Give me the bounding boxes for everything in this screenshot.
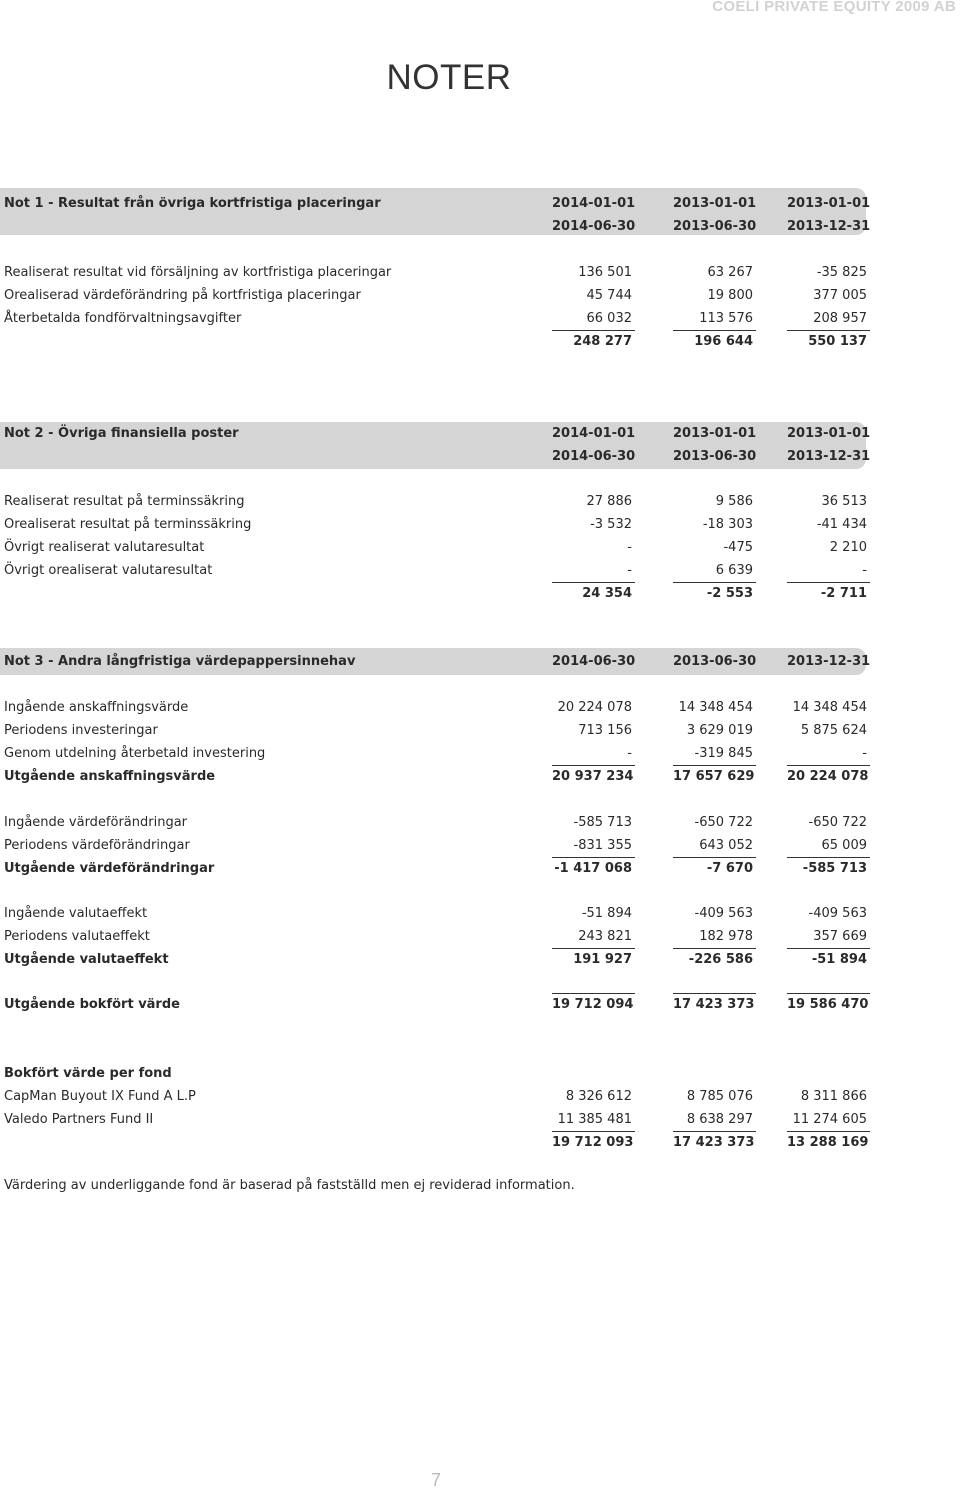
period-from: 2013-01-01 — [673, 426, 757, 441]
row-label: Återbetalda fondförvaltningsavgifter — [4, 311, 242, 326]
row-value: 643 052 — [673, 834, 753, 857]
table-row — [0, 559, 872, 582]
row-value: - — [787, 742, 867, 765]
row-label: Realiserat resultat vid försäljning av kortfristiga placeringar — [4, 265, 392, 280]
row-value: 8 326 612 — [565, 1089, 632, 1104]
note2-header-row — [0, 422, 872, 445]
table-row — [0, 902, 872, 925]
row-label: Periodens valutaeffekt — [4, 929, 150, 944]
row-value: 243 821 — [552, 925, 632, 948]
row-value: 66 032 — [552, 307, 632, 330]
row-value: 14 348 454 — [678, 700, 753, 715]
row-value: -831 355 — [552, 834, 632, 857]
row-value: -585 713 — [802, 861, 867, 876]
period-to: 2013-06-30 — [673, 219, 757, 234]
row-value: -3 532 — [590, 517, 632, 532]
row-label: Övrigt realiserat valutaresultat — [4, 540, 205, 555]
total-value: 248 277 — [573, 334, 632, 349]
row-value: 182 978 — [673, 925, 753, 948]
period-to: 2014-06-30 — [552, 219, 636, 234]
row-label: Realiserat resultat på terminssäkring — [4, 494, 245, 509]
table-row — [0, 719, 872, 742]
page-title: NOTER — [386, 58, 512, 97]
row-value: - — [552, 559, 632, 582]
subtotal-row — [0, 948, 872, 971]
row-value: -650 722 — [808, 815, 867, 830]
note1-header-row-2 — [0, 215, 872, 238]
row-value: 5 875 624 — [800, 723, 867, 738]
funds-heading — [0, 1062, 872, 1085]
note3-header-row — [0, 650, 872, 673]
row-value: - — [787, 559, 867, 582]
row-label: CapMan Buyout IX Fund A L.P — [4, 1089, 196, 1104]
note3-title: Not 3 - Andra långfristiga värdepappersinnehav — [4, 654, 356, 669]
total-value: -2 711 — [820, 586, 867, 601]
row-value: 713 156 — [578, 723, 632, 738]
total-value: 550 137 — [808, 334, 867, 349]
row-label: Periodens värdeförändringar — [4, 838, 190, 853]
row-value: -319 845 — [673, 742, 753, 765]
row-value: 2 210 — [829, 540, 867, 555]
period: 2014-06-30 — [552, 654, 636, 669]
row-label: Ingående anskaffningsvärde — [4, 700, 189, 715]
period-from: 2013-01-01 — [787, 426, 871, 441]
table-row — [0, 742, 872, 765]
period: 2013-12-31 — [787, 654, 871, 669]
row-label: Övrigt orealiserat valutaresultat — [4, 563, 213, 578]
note2-header-row-2 — [0, 445, 872, 468]
row-value: -51 894 — [811, 952, 867, 967]
row-value: 191 927 — [573, 952, 632, 967]
row-value: 11 274 605 — [787, 1108, 867, 1131]
table-row — [0, 925, 872, 948]
row-value: 14 348 454 — [792, 700, 867, 715]
row-value: 3 629 019 — [686, 723, 753, 738]
row-value: 19 586 470 — [787, 993, 867, 1016]
book-value-row — [0, 993, 872, 1016]
table-row — [0, 1085, 872, 1108]
table-row — [0, 284, 872, 307]
table-row — [0, 513, 872, 536]
total-row — [0, 1131, 872, 1154]
row-value: 19 712 094 — [552, 993, 632, 1016]
row-value: -475 — [723, 540, 753, 555]
row-value: 63 267 — [707, 265, 753, 280]
table-row — [0, 490, 872, 513]
total-row — [0, 330, 872, 353]
period-from: 2013-01-01 — [787, 196, 871, 211]
row-label: Utgående valutaeffekt — [4, 952, 169, 967]
total-row — [0, 582, 872, 605]
row-value: -18 303 — [702, 517, 753, 532]
period-from: 2014-01-01 — [552, 426, 636, 441]
table-row — [0, 834, 872, 857]
row-value: 113 576 — [673, 307, 753, 330]
row-value: 20 224 078 — [557, 700, 632, 715]
row-value: - — [627, 540, 632, 555]
row-value: -7 670 — [706, 861, 753, 876]
total-value: 19 712 093 — [552, 1135, 634, 1150]
table-row — [0, 261, 872, 284]
table-row — [0, 811, 872, 834]
row-value: -585 713 — [573, 815, 632, 830]
row-value: -35 825 — [816, 265, 867, 280]
row-label: Utgående värdeförändringar — [4, 861, 215, 876]
row-value: 27 886 — [586, 494, 632, 509]
page-number: 7 — [430, 1470, 441, 1490]
row-label: Genom utdelning återbetald investering — [4, 746, 266, 761]
row-value: -51 894 — [581, 906, 632, 921]
note1-header-row — [0, 192, 872, 215]
footnote: Värdering av underliggande fond är baserad på fastställd men ej reviderad information. — [4, 1178, 575, 1193]
row-value: 136 501 — [578, 265, 632, 280]
total-value: 13 288 169 — [787, 1135, 869, 1150]
row-value: 45 744 — [586, 288, 632, 303]
period-to: 2013-06-30 — [673, 449, 757, 464]
subtotal-row — [0, 857, 872, 880]
row-value: 17 657 629 — [673, 769, 755, 784]
table-row — [0, 1108, 872, 1131]
total-value: -2 553 — [706, 586, 753, 601]
row-value: 8 638 297 — [673, 1108, 753, 1131]
total-value: 196 644 — [694, 334, 753, 349]
row-value: -650 722 — [694, 815, 753, 830]
row-value: 8 311 866 — [800, 1089, 867, 1104]
period-from: 2013-01-01 — [673, 196, 757, 211]
note1-title: Not 1 - Resultat från övriga kortfristiga placeringar — [4, 196, 381, 211]
row-value: 11 385 481 — [552, 1108, 632, 1131]
total-value: 17 423 373 — [673, 1135, 755, 1150]
period-to: 2013-12-31 — [787, 219, 871, 234]
row-value: -409 563 — [694, 906, 753, 921]
table-row — [0, 536, 872, 559]
table-row — [0, 696, 872, 719]
total-value: 24 354 — [582, 586, 632, 601]
period-from: 2014-01-01 — [552, 196, 636, 211]
row-value: 8 785 076 — [686, 1089, 753, 1104]
row-label: Orealiserat resultat på terminssäkring — [4, 517, 252, 532]
row-value: 19 800 — [707, 288, 753, 303]
row-label: Utgående bokfört värde — [4, 997, 180, 1012]
note2-title: Not 2 - Övriga finansiella poster — [4, 426, 239, 441]
row-value: -41 434 — [816, 517, 867, 532]
subtotal-row — [0, 765, 872, 788]
row-value: 9 586 — [715, 494, 753, 509]
row-value: 357 669 — [787, 925, 867, 948]
row-value: 6 639 — [673, 559, 753, 582]
row-value: 20 224 078 — [787, 769, 869, 784]
row-value: 377 005 — [813, 288, 867, 303]
brand-header: COELI PRIVATE EQUITY 2009 AB — [712, 0, 956, 15]
row-value: - — [552, 742, 632, 765]
period: 2013-06-30 — [673, 654, 757, 669]
row-value: -409 563 — [808, 906, 867, 921]
row-value: 208 957 — [787, 307, 867, 330]
row-label: Ingående valutaeffekt — [4, 906, 148, 921]
table-row — [0, 307, 872, 330]
row-value: 20 937 234 — [552, 769, 634, 784]
row-label: Ingående värdeförändringar — [4, 815, 188, 830]
period-to: 2013-12-31 — [787, 449, 871, 464]
row-value: -1 417 068 — [554, 861, 632, 876]
row-label: Valedo Partners Fund II — [4, 1112, 154, 1127]
period-to: 2014-06-30 — [552, 449, 636, 464]
row-value: 17 423 373 — [673, 993, 753, 1016]
row-value: 65 009 — [787, 834, 867, 857]
row-value: -226 586 — [688, 952, 753, 967]
section-title: Bokfört värde per fond — [4, 1066, 172, 1081]
row-label: Utgående anskaffningsvärde — [4, 769, 216, 784]
row-value: 36 513 — [821, 494, 867, 509]
row-label: Periodens investeringar — [4, 723, 158, 738]
row-label: Orealiserad värdeförändring på kortfristiga placeringar — [4, 288, 361, 303]
